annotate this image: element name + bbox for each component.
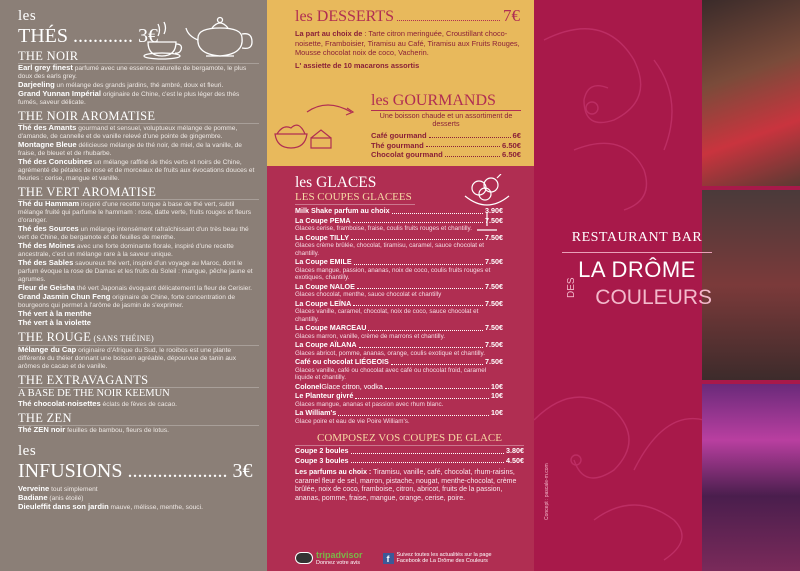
tripadvisor-logo-a: trip — [316, 550, 331, 560]
gourmand-dots — [429, 131, 511, 138]
tea-item-name: Fleur de Geisha — [18, 283, 75, 292]
glace-name: La Coupe EMILE — [295, 257, 352, 266]
tripadvisor-badge[interactable] — [295, 550, 363, 566]
parfums-text — [295, 469, 524, 503]
glace-row — [295, 383, 503, 392]
desserts-heading — [295, 6, 520, 26]
glace-row — [295, 341, 503, 350]
glace-name: La Coupe MARCEAU — [295, 323, 367, 332]
photo-bar-counter — [702, 384, 800, 571]
teas-price: 3€ — [138, 25, 158, 47]
facebook-line-2: Facebook de La Drôme des Couleurs — [396, 558, 488, 564]
infusion-item — [18, 485, 259, 494]
glace-desc: Glaces marron, vanille, crème de marrons et chantilly. — [295, 332, 446, 340]
glace-dots — [351, 234, 483, 241]
restaurant-bar-label: RESTAURANT BAR — [571, 230, 703, 245]
glace-dots — [391, 358, 483, 365]
tea-item-name: Thé vert à la violette — [18, 318, 92, 327]
infusion-desc: (anis étoilé) — [47, 495, 84, 502]
gourmand-name: Chocolat gourmand — [371, 150, 443, 159]
gourmand-name: Thé gourmand — [371, 140, 424, 150]
facebook-badge[interactable] — [383, 552, 492, 565]
glace-dots — [338, 409, 489, 416]
gourmand-row — [371, 150, 521, 160]
glace-name: Café ou chocolat LIÉGEOIS — [295, 357, 389, 366]
glace-dots — [385, 383, 489, 390]
glace-row — [295, 392, 503, 401]
glace-price: 10€ — [491, 381, 503, 391]
tea-item-name: Darjeeling — [18, 80, 55, 89]
glace-price: 10€ — [491, 391, 503, 400]
tea-item-name: Mélange du Cap — [18, 345, 77, 354]
tea-item-name: Thé des Sables — [18, 258, 74, 267]
tea-item — [18, 346, 259, 371]
glace-row — [295, 324, 503, 333]
tea-item — [18, 200, 259, 225]
gourmand-dots — [426, 141, 500, 148]
design-credit: Concept : pascale-m.com — [544, 463, 550, 520]
tea-section-name: THE EXTRAVAGANTS — [18, 373, 149, 387]
glace-price: 10€ — [491, 408, 503, 417]
tea-item-desc: originaire d'Afrique du Sud, le rooibos est une plante différente du théier donnant une boisson agréable, dépourvue de tanin aux arômes de cacao et de vanille. — [18, 347, 237, 370]
gourmand-row — [371, 141, 521, 151]
glace-price: 7.50€ — [485, 215, 503, 225]
tea-item-desc: un mélange des grands jardins, thé ambré, doux et fleuri. — [54, 82, 224, 89]
glace-price: 7.50€ — [485, 357, 503, 366]
tea-item — [18, 242, 259, 259]
tea-section-name: THE NOIR AROMATISE — [18, 109, 156, 123]
tea-section-heading — [18, 374, 259, 388]
desserts-macarons-text: L' assiette de 10 macarons assortis — [295, 60, 420, 70]
tripadvisor-logo-text — [316, 550, 363, 560]
glace-row — [295, 409, 503, 418]
tea-section-name: THE VERT AROMATISE — [18, 185, 157, 199]
ice-cream-sundae-illustration — [457, 174, 517, 234]
infusion-name: Verveine — [18, 484, 50, 493]
tea-item — [18, 90, 259, 107]
tea-item-desc: inspiré d'une recette turque à base de thé vert, subtil mélange fruité qui parfume le hammam : rose, datte verte, fruits rouges et fleurs d'oranger. — [18, 201, 252, 224]
tea-item-desc: éclats de fèves de cacao. — [100, 401, 177, 408]
teas-heading-les: les — [18, 8, 37, 24]
infusion-desc: mauve, mélisse, menthe, souci. — [108, 504, 203, 511]
glace-row — [295, 300, 503, 309]
desserts-part-label: La part au choix de — [295, 29, 363, 38]
tea-item-name: Thé vert à la menthe — [18, 309, 92, 318]
gourmand-price: 6.50€ — [501, 150, 521, 159]
glace-row — [295, 258, 503, 267]
glace-name: Milk Shake parfum au choix — [295, 206, 390, 215]
tea-item-desc: savoureux thé vert, inspiré d'un voyage au Maroc, dont le parfum évoque la rose de Damas et les fruits du Soleil : mangue, pêche jaune et agrumes. — [18, 260, 253, 283]
tea-item-name: Grand Jasmin Chun Feng — [18, 292, 111, 301]
gourmand-dots — [445, 150, 500, 157]
tea-item-name: Thé des Amants — [18, 123, 77, 132]
glace-desc: Glaces chocolat, menthe, sauce chocolat et chantilly — [295, 291, 442, 298]
glace-name: La Coupe PEMA — [295, 215, 351, 225]
compose-name: Coupe 2 boules — [295, 446, 349, 455]
gourmand-row — [371, 131, 521, 141]
infusion-name: Badiane — [18, 493, 48, 502]
compose-row — [295, 457, 524, 466]
gourmand-price: 6.50€ — [501, 140, 521, 150]
glace-desc: Glaces vanille, caramel, chocolat, noix de coco, sauce chocolat et chantilly. — [295, 308, 479, 323]
glace-price: 7.50€ — [485, 298, 503, 308]
tea-item-desc: un mélange intensément rafraîchissant d'un très beau thé vert de Chine, de bergamote et de feuilles de menthe. — [18, 226, 249, 241]
tea-section-heading — [18, 186, 259, 200]
infusions-title: INFUSIONS — [18, 460, 123, 482]
cover-couleurs: COULEURS — [595, 286, 712, 309]
infusion-name: Dieuleffit dans son jardin — [18, 502, 109, 511]
cover-divider — [562, 252, 712, 253]
gourmands-list — [371, 131, 521, 160]
infusions-heading-dots: .................... — [122, 460, 233, 482]
cover-des: DES — [566, 277, 577, 298]
tea-item-desc: délicieuse mélange de thé noir, de miel, de la vanille, de fraise, de bleuet et de rhubarbe. — [18, 142, 242, 157]
tea-item — [18, 225, 259, 242]
glace-name: La William's — [295, 408, 337, 417]
tea-item-name: Thé chocolat-noisettes — [18, 399, 101, 408]
desserts-macarons — [295, 61, 520, 71]
tea-item-name: Thé des Concubines — [18, 157, 93, 166]
glace-name: La Coupe AÏLANA — [295, 340, 357, 349]
tea-item-desc: un mélange raffiné de thés verts et noirs de Chine, agrémenté de pétales de rose et de morceaux de fruits aux évocations douces et fleuries : cerise, mangue et vanille. — [18, 159, 255, 182]
compose-name: Coupe 3 boules — [295, 455, 349, 465]
tripadvisor-caption: Donnez votre avis — [316, 560, 361, 566]
glace-price: 7.50€ — [485, 340, 503, 349]
tea-item-name: Thé du Hammam — [18, 199, 80, 208]
infusions-list — [18, 485, 259, 512]
desserts-glaces-panel — [267, 0, 534, 571]
tea-section-name: THE NOIR — [18, 49, 79, 63]
cover-panel — [534, 0, 800, 571]
infusions-price: 3€ — [232, 460, 253, 482]
glace-name: La Coupe NALOE — [295, 281, 355, 291]
tea-section-heading — [18, 331, 259, 346]
glace-dots — [357, 283, 483, 290]
glace-price: 3.90€ — [485, 206, 503, 215]
tea-sections — [18, 50, 259, 435]
tea-item-name: Montagne Bleue — [18, 140, 77, 149]
tea-item-desc: feuilles de bambou, fleurs de lotus. — [65, 427, 169, 434]
tea-section-name: THE ZEN — [18, 411, 72, 425]
parfums-list: Tiramisu, vanille, café, chocolat, rhum-raisins, caramel fleur de sel, marron, pistache, nougat, menthe-chocolat, crème brûlée, noix de coco, framboise, citron, abricot, fruits de la passion, ananas, pomme, fraise, mangue, orange, cerise, poire. — [295, 469, 517, 502]
dessert-illustration — [267, 94, 371, 154]
tea-item-desc: originaire de Chine, c'est le plus léger des thés fumés, saveur délicate. — [18, 91, 240, 106]
glace-price: 7.50€ — [485, 323, 503, 332]
facebook-text — [397, 552, 492, 565]
tea-item — [18, 64, 259, 81]
tea-section-heading — [18, 110, 259, 124]
tea-item-desc: parfumé avec une essence naturelle de bergamote, le plus doux des earls grey. — [18, 65, 247, 80]
tea-item-desc: originaire de Chine, forte concentration de bourgeons qui permet à l'arôme de jasmin de s'exprimer. — [18, 294, 236, 309]
gourmand-name: Café gourmand — [371, 131, 427, 140]
glace-name: Le Planteur givré — [295, 391, 354, 400]
tea-item-name: Earl grey finest — [18, 63, 73, 72]
infusions-heading — [18, 443, 259, 482]
glace-dots — [353, 300, 483, 307]
tea-section-note: (SANS THÉINE) — [91, 334, 154, 343]
infusion-item — [18, 503, 259, 512]
tea-item — [18, 259, 259, 284]
glace-desc: Glaces vanille, café ou chocolat avec café ou chocolat froid, caramel liquide et chantilly. — [295, 366, 487, 381]
glace-inline-desc: Glace citron, vodka — [321, 381, 383, 391]
gourmand-price: 6€ — [512, 131, 521, 140]
tea-item — [18, 141, 259, 158]
teas-panel — [0, 0, 267, 571]
footer — [295, 548, 525, 568]
facebook-line-1: Suivez toutes les actualités sur la page — [396, 551, 492, 558]
parfums-label: Les parfums au choix : — [295, 469, 372, 476]
glaces-title: les GLACES — [295, 174, 377, 191]
desserts-price: 7€ — [503, 6, 520, 25]
glace-dots — [354, 258, 483, 265]
tea-item-desc: avec une forte dominante florale, inspiré d'une recette ancestrale, c'est un mélange rare à la saveur unique. — [18, 243, 234, 258]
glace-dots — [355, 392, 489, 399]
glace-name: La Coupe LEÏNA — [295, 298, 352, 308]
compose-title: COMPOSEZ VOS COUPES DE GLACE — [295, 432, 524, 446]
photo-bar-chairs — [702, 0, 800, 186]
compose-list — [295, 447, 524, 465]
tripadvisor-owl-icon — [295, 552, 313, 564]
tea-item-name: Thé des Moines — [18, 241, 75, 250]
desserts-description — [295, 29, 520, 58]
tea-item-desc: thé vert Japonais évoquant délicatement la fleur de Cerisier. — [74, 285, 253, 292]
glace-desc: Glaces mangue, passion, ananas, noix de coco, coulis fruits rouges et exotiques, chantilly. — [295, 266, 491, 281]
tea-item-name: Thé des Sources — [18, 224, 79, 233]
desserts-title: les DESSERTS — [295, 8, 395, 25]
tea-item — [18, 158, 259, 183]
desserts-part-desc: : Tarte citron meringuée, Croustillant choco-noisette, Framboisier, Tiramisu au Café, Tiramisu aux Fruits Rouges, Mousse chocolat noix de coco, Vacherin. — [295, 29, 520, 57]
tea-section-name: THE ROUGE — [18, 330, 92, 344]
facebook-icon: f — [383, 553, 394, 564]
compose-price: 3.80€ — [506, 446, 524, 455]
tea-item-desc: gourmand et sensuel, voluptueux mélange de pomme, d'amande, de cannelle et de vanille relevé d'une pointe de gingembre. — [18, 125, 238, 140]
tea-item — [18, 426, 259, 435]
infusions-heading-line — [18, 460, 259, 482]
compose-price: 4.50€ — [506, 455, 524, 465]
glace-dots — [368, 324, 483, 331]
compose-dots — [351, 447, 504, 454]
glaces-subtitle: LES COUPES GLACEES — [295, 191, 415, 205]
tea-item — [18, 124, 259, 141]
glace-price: 7.50€ — [485, 281, 503, 291]
teapot-cup-illustration — [140, 12, 260, 64]
glace-name: Colonel — [295, 381, 322, 391]
infusion-desc: tout simplement — [49, 486, 98, 493]
glace-desc: Glaces mangue, ananas et passion avec rhum blanc. — [295, 400, 444, 408]
cover-title-block — [562, 230, 722, 310]
glaces-section — [267, 166, 534, 571]
gourmands-title: les GOURMANDS — [371, 92, 521, 111]
tea-section-heading — [18, 412, 259, 426]
glace-row — [295, 283, 503, 292]
glace-row — [295, 358, 503, 367]
desserts-dots — [397, 20, 500, 21]
compose-row — [295, 447, 524, 456]
glace-price: 7.50€ — [485, 232, 503, 242]
glace-desc: Glace poire et eau de vie Poire William's. — [295, 417, 410, 425]
glace-desc: Glaces crème brûlée, chocolat, tiramisu, caramel, sauce chocolat et chantilly. — [295, 242, 484, 257]
glace-row — [295, 234, 503, 243]
cover-la-drome: LA DRÔME — [578, 257, 696, 282]
tea-item — [18, 319, 259, 328]
teas-heading-dots: ............ — [68, 25, 138, 47]
teas-heading-title: THÉS — [18, 25, 68, 47]
glaces-list — [295, 207, 503, 425]
tea-item-name: Thé ZEN noir — [18, 425, 66, 434]
infusions-heading-les: les — [18, 443, 37, 459]
glace-desc: Glaces abricot, pomme, ananas, orange, coulis exotique et chantilly. — [295, 349, 485, 357]
glace-dots — [359, 341, 483, 348]
glace-name: La Coupe TILLY — [295, 232, 350, 242]
gourmands-description: Une boisson chaude et un assortiment de desserts — [379, 111, 513, 129]
compose-dots — [351, 457, 504, 464]
tea-item — [18, 293, 259, 310]
tea-item-name: Grand Yunnan Impérial — [18, 89, 101, 98]
glace-desc: Glaces cerise, framboise, fraise, coulis fruits rouges et chantilly. — [295, 225, 472, 232]
tripadvisor-logo-b: advisor — [330, 550, 363, 560]
tea-item — [18, 400, 259, 409]
tea-section-subtitle: A BASE DE THE NOIR KEEMUN — [18, 388, 170, 399]
glace-price: 7.50€ — [485, 257, 503, 266]
